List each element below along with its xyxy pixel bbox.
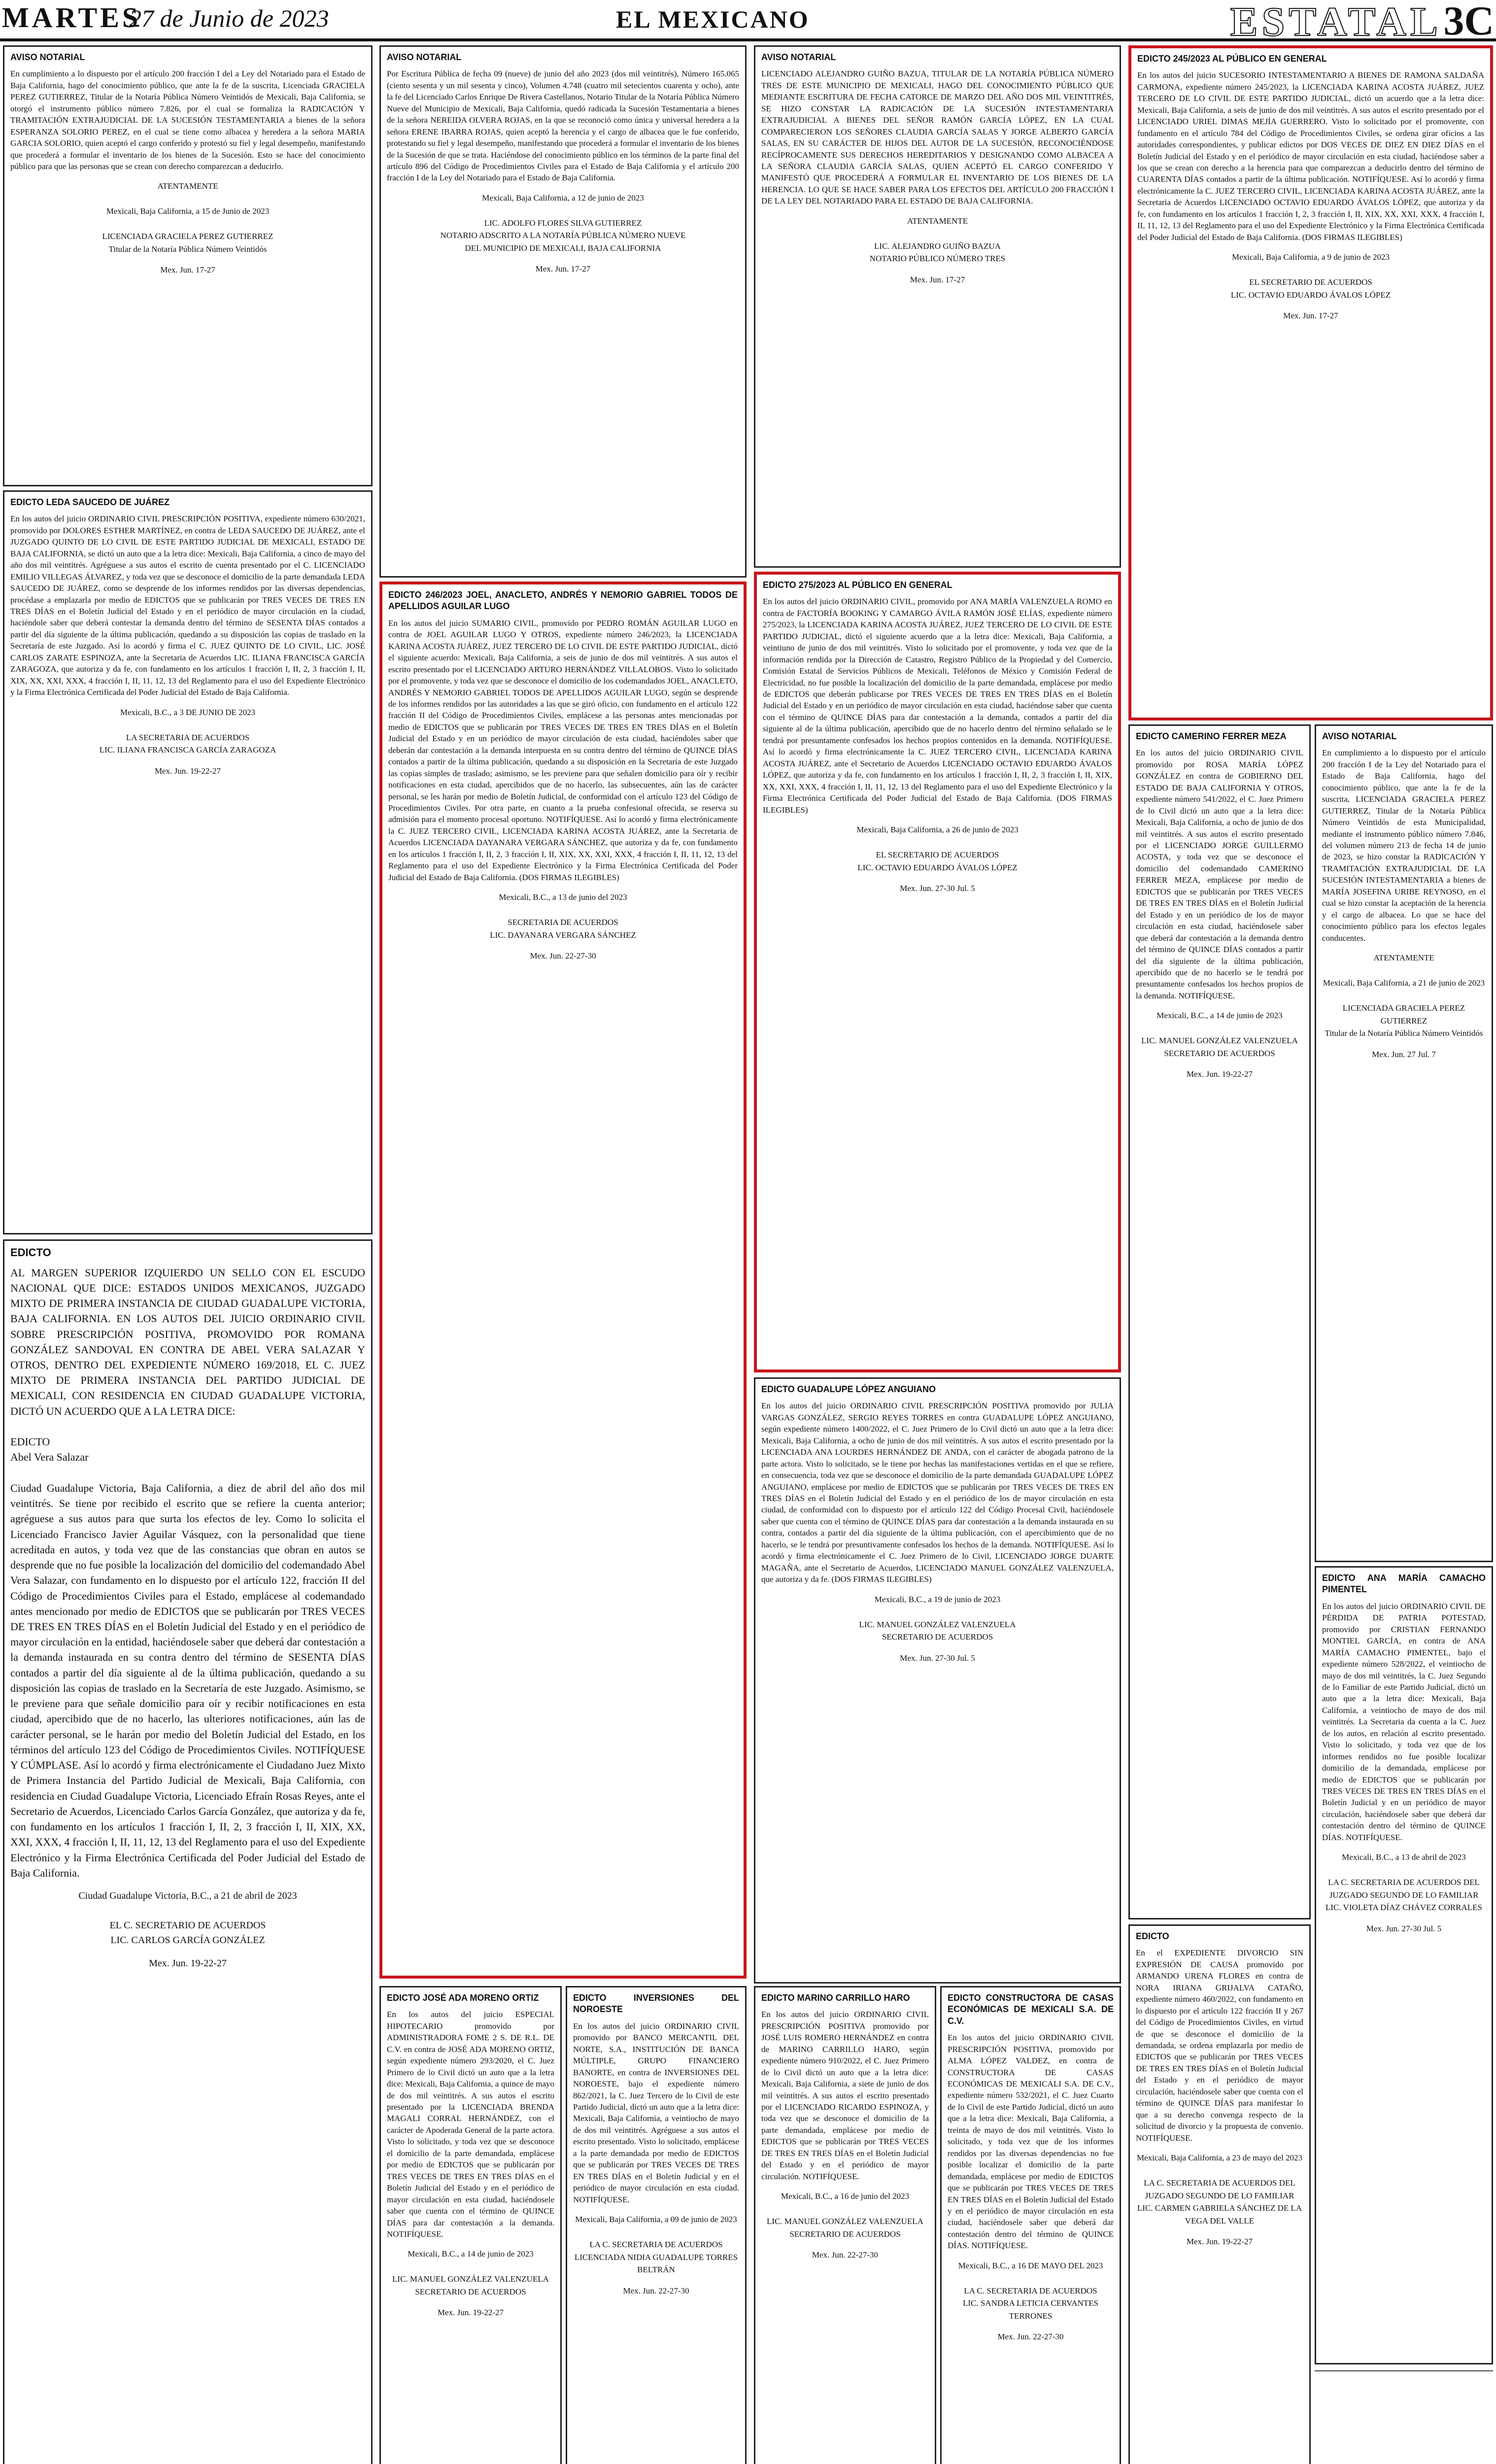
notice-body: En el EXPEDIENTE DIVORCIO SIN EXPRESIÓN DE CAUSA promovido por ARMANDO URENA FLORES en contra de NORA IRIANA GRIJALVA CATAÑO, expediente número 460/2022, con fundamento en lo dispuesto por el artículo 122 fracción II y 267 del Código de Procedimientos Civiles, en virtud de que se desconoce el domicilio de la demandada, se ordena emplazarla por medio de EDICTOS que se publicarán por TRES VECES DE TRES EN TRES DÍAS en el Boletín Judicial del Estado y en el periódico de mayor circulación, haciéndosele saber que cuenta con el término de QUINCE DÍAS para manifestar lo que a su derecho convenga respecto de la solicitud de divorcio y la propuesta de convenio. NOTIFÍQUESE.	[1136, 1948, 1303, 2143]
notice-heading: EDICTO CAMERINO FERRER MEZA	[1136, 731, 1287, 741]
insertion-dates: Mex. Jun. 27 Jul. 7	[1372, 1049, 1436, 1059]
notice-heading: EDICTO 245/2023 AL PÚBLICO EN GENERAL	[1137, 54, 1327, 64]
column-divider	[1315, 2370, 1493, 2371]
masthead-day: MARTES	[2, 1, 141, 34]
masthead-date: 27 de Junio de 2023	[129, 4, 329, 32]
notice-signature: Mexicali, B.C., a 13 de abril de 2023 LA C. SECRETARIA DE ACUERDOS DEL JUZGADO SEGUNDO DE LO FAMILIAR LIC. VIOLETA DÍAZ CHÁVEZ CORRALES	[1325, 1852, 1482, 1913]
notice-signature: ATENTAMENTE Mexicali, Baja California, a 15 de Junio de 2023 LICENCIADA GRACIELA PEREZ GUTIERREZ Titular de la Notaría Pública Número Veintidós	[102, 181, 273, 254]
insertion-dates: Mex. Jun. 17-27	[535, 264, 591, 274]
edicto-notice	[379, 1986, 562, 2464]
insertion-dates: Mex. Jun. 19-22-27	[149, 1957, 227, 1969]
notice-body: En los autos del juicio ORDINARIO CIVIL DE PÉRDIDA DE PATRIA POTESTAD, promovido por CRISTIAN FERNANDO MONTIEL GARCÍA, en contra de ANA MARÍA CAMACHO PIMENTEL, bajo el expediente número 528/2022, el veintiocho de mayo de dos mil veintitrés, la C. Juez Segundo de lo Familiar de este Partido Judicial, dictó un auto que a la letra dice: Mexicali, Baja California, a veintiocho de mayo de dos mil veintitrés. La Secretaria da cuenta a la C. Juez de los autos, en relación al escrito presentado. Visto lo solicitado, y toda vez que de los informes rendidos no fue posible localizar domicilio de la demandada, emplácese por medio de EDICTOS que se publicarán por TRES VECES DE TRES EN TRES DÍAS en el Boletín Judicial y en un periódico de mayor circulación, haciéndosele saber que deberá dar contestación dentro del término de QUINCE DÍAS. NOTIFÍQUESE.	[1322, 1601, 1486, 1842]
notice-heading: EDICTO CONSTRUCTORA DE CASAS ECONÓMICAS DE MEXICALI S.A. DE C.V.	[948, 1993, 1114, 2026]
notice-signature: Ciudad Guadalupe Victoria, B.C., a 21 de abril de 2023 EL C. SECRETARIO DE ACUERDOS LIC. CARLOS GARCÍA GONZÁLEZ	[78, 1890, 297, 1946]
edicto-notice	[754, 1986, 936, 2464]
edicto-notice-highlighted	[754, 572, 1121, 1372]
notice-body: En los autos del juicio ORDINARIO CIVIL promovido por BANCO MERCANTIL DEL NORTE, S.A., INSTITUCIÓN DE BANCA MÚLTIPLE, GRUPO FINANCIERO BANORTE, en contra de INVERSIONES DEL NOROESTE, bajo el expediente número 862/2021, la C. Juez Tercero de lo Civil de este Partido Judicial, dictó un auto que a la letra dice: Mexicali, Baja California, a veintiocho de mayo de dos mil veintitrés. Agréguese a sus autos el escrito presentado. Visto lo solicitado, emplácese a la parte demandada por medio de EDICTOS que se publicarán por TRES VECES DE TRES EN TRES DÍAS en el Boletín Judicial y en el periódico de mayor circulación en esta ciudad. NOTIFÍQUESE.	[573, 2021, 739, 2204]
notice-heading: EDICTO 246/2023 JOEL, ANACLETO, ANDRÉS Y NEMORIO GABRIEL TODOS DE APELLIDOS AGUILAR LUGO	[388, 590, 738, 612]
notice-heading: EDICTO	[10, 1246, 51, 1259]
notice-signature: Mexicali, B.C., a 14 de junio de 2023 LIC. MANUEL GONZÁLEZ VALENZUELA SECRETARIO DE ACUERDOS	[1141, 1011, 1298, 1058]
insertion-dates: Mex. Jun. 19-22-27	[1186, 2237, 1253, 2247]
notice-signature: Mexicali, B.C., a 19 de junio de 2023 LIC. MANUEL GONZÁLEZ VALENZUELA SECRETARIO DE ACUERDOS	[859, 1594, 1016, 1642]
notice-body: En los autos del juicio ORDINARIO CIVIL PRESCRIPCIÓN POSITIVA, expediente número 630/2021, promovido por DOLORES ESTHER MARTÍNEZ, en contra de LEDA SAUCEDO DE JUÁREZ, ante el JUZGADO QUINTO DE LO CIVIL DE ESTE PARTIDO JUDICIAL DE MEXICALI, ESTADO DE BAJA CALIFORNIA, se dictó un auto que a la letra dice: Mexicali, Baja California, a cinco de mayo del año dos mil veintitrés. Agréguese a sus autos el escrito de cuenta presentado por el C. LICENCIADO EMILIO VILLEGAS ÁLVAREZ, y toda vez que se desconoce el domicilio de la parte demandada LEDA SAUCEDO DE JUÁREZ, como se desprende de los informes rendidos por las diversas dependencias, procédase a emplazarla por medio de EDICTOS que se publicarán por TRES VECES DE TRES EN TRES DÍAS en el Boletín Judicial del Estado y en el periódico de mayor circulación en la ciudad, haciéndole saber que deberá contestar la demanda dentro del término de SESENTA DÍAS contados a partir del día siguiente de la última publicación, quedando a su disposición las copias de traslado en la Secretaría de este Juzgado. Así lo acordó y firma el C. JUEZ QUINTO DE LO CIVIL, LIC. JOSÉ CARLOS ZARATE ESPINOZA, ante la Secretaria de Acuerdos LIC. ILIANA FRANCISCA GARCÍA ZARAGOZA, que autoriza y da fe, con fundamento en los artículos 1 fracción I, II, 2, 3 fracción I, II, XIX, XX, XXI, XXX, 4 fracción I, II, 11, 12, 13 del Reglamento para el uso del Expediente Electrónico y la Firma Electrónica Certificada del Poder Judicial del Estado de Baja California.	[10, 514, 365, 697]
edicto-notice-highlighted	[1128, 45, 1493, 720]
insertion-dates: Mex. Jun. 27-30 Jul. 5	[900, 1653, 975, 1663]
section-name: ESTATAL	[1230, 0, 1442, 45]
notice-heading: AVISO NOTARIAL	[387, 52, 462, 62]
notice-body: En cumplimiento a lo dispuesto por el artículo 200 fracción I del a Ley del Notariado para el Estado de Baja California, hago del conocimiento público, que ante la fe de la suscrita, Licenciada GRACIELA PEREZ GUTIERREZ, Titular de la Notaría Pública Número Veintidós de Mexicali, Baja California, se otorgó el instrumento público número 7.826, por el cual se formaliza la RADICACIÓN Y TRAMITACIÓN EXTRAJUDICIAL DE LA SUCESIÓN TESTAMENTARIA a bienes de la señora ESPERANZA SOLORIO PEREZ, en el cual se tiene como albacea y heredera a la señora MARIA GARCIA SOLORIO, quien aceptó el cargo conferido y protestó su fiel y legal desempeño, manifestando que procederá a formular el inventario de los bienes de la Sucesión. Esto se hace del conocimiento público para que las personas que se crean con derecho comparezcan a deducirlo.	[10, 69, 365, 171]
notice-signature: Mexicali, B.C., a 16 de junio del 2023 LIC. MANUEL GONZÁLEZ VALENZUELA SECRETARIO DE ACUERDOS	[767, 2191, 923, 2239]
notice-signature: Mexicali, B.C., a 16 DE MAYO DEL 2023 LA C. SECRETARIA DE ACUERDOS LIC. SANDRA LETICIA CERVANTES TERRONES	[958, 2260, 1103, 2321]
edicto-notice	[3, 1239, 373, 2464]
notice-body: AL MARGEN SUPERIOR IZQUIERDO UN SELLO CON EL ESCUDO NACIONAL QUE DICE: ESTADOS UNIDOS MEXICANOS, JUZGADO MIXTO DE PRIMERA INSTANCIA DE CIUDAD GUADALUPE VICTORIA, BAJA CALIFORNIA. EN LOS AUTOS DEL JUICIO ORDINARIO CIVIL SOBRE PRESCRIPCIÓN POSITIVA, PROMOVIDO POR ROMANA GONZÁLEZ SANDOVAL EN CONTRA DE ABEL VERA SALAZAR Y OTROS, DENTRO DEL EXPEDIENTE NÚMERO 169/2018, EL C. JUEZ MIXTO DE PRIMERA INSTANCIA DEL PARTIDO JUDICIAL DE MEXICALI, CON RESIDENCIA EN CIUDAD GUADALUPE VICTORIA, DICTÓ UN ACUERDO QUE A LA LETRA DICE: EDICTO Abel Vera Salazar Ciudad Guadalupe Victoria, Baja California, a diez de abril del año dos mil veintitrés. Se tiene por recibido el escrito que se refiere la cuenta anterior; agréguese a sus autos para que surta los efectos de ley. Como lo solicita el Licenciado Francisco Javier Aguilar Vásquez, con la personalidad que tiene acreditada en autos, y toda vez que de las constancias que obran en autos se desprende que no fue posible la localización del domicilio del codemandado Abel Vera Salazar, con fundamento en lo dispuesto por el artículo 122, fracción II del Código de Procedimientos Civiles para el Estado, emplácese al codemandado antes mencionado por medio de EDICTOS que se publicarán por TRES VECES DE TRES EN TRES DÍAS en el Boletín Judicial del Estado y en el periódico de mayor circulación en la entidad, haciéndosele saber que deberá dar contestación a la demanda instaurada en su contra dentro del término de SESENTA DÍAS contados a partir del día siguiente al de la última publicación, quedando a su disposición las copias de traslado en la Secretaría de este Juzgado. Asimismo, se le previene para que señale domicilio para oír y recibir notificaciones en esta ciudad, apercibido que de no hacerlo, las ulteriores notificaciones, aún las de carácter personal, se le harán por medio del Boletín Judicial del Estado, en los términos del artículo 123 del Código de Procedimientos Civiles. NOTIFÍQUESE Y CÚMPLASE. Así lo acordó y firma electrónicamente el Ciudadano Juez Mixto de Primera Instancia del Partido Judicial de Mexicali, Baja California, con residencia en Ciudad Guadalupe Victoria, Licenciado Efraín Rosas Reyes, ante el Secretario de Acuerdos, Licenciado Carlos García González, que autoriza y da fe, con fundamento en los artículos 1 fracción I, II, 2, 3 fracción I, II, XIX, XX, XXI, XXX, 4 fracción I, II, 11, 12, 13 del Reglamento para el uso del Expediente Electrónico y la Firma Electrónica Certificada del Poder Judicial del Estado de Baja California.	[10, 1266, 365, 1879]
insertion-dates: Mex. Jun. 17-27	[910, 274, 965, 284]
insertion-dates: Mex. Jun. 22-27-30	[812, 2250, 879, 2260]
notice-signature: Mexicali, B.C., a 14 de junio de 2023 LIC. MANUEL GONZÁLEZ VALENZUELA SECRETARIO DE ACUERDOS	[392, 2249, 549, 2296]
notice-signature: Mexicali, Baja California, a 12 de junio de 2023 LIC. ADOLFO FLORES SILVA GUTIERREZ NOTARIO ADSCRITO A LA NOTARÍA PÚBLICA NÚMERO NUEVE DEL MUNICIPIO DE MEXICALI, BAJA CALIFORNIA	[440, 193, 686, 253]
edicto-notice	[379, 45, 747, 578]
notice-body: En los autos del juicio SUMARIO CIVIL, promovido por PEDRO ROMÁN AGUILAR LUGO en contra de JOEL AGUILAR LUGO Y OTROS, expediente número 246/2023, la LICENCIADA KARINA ACOSTA JUÁREZ, JUEZ TERCERO DE LO CIVIL DE ESTE PARTIDO JUDICIAL, dictó el siguiente acuerdo: Mexicali, Baja California, a seis de junio de dos mil veintitrés. A sus autos el escrito presentado por el LICENCIADO ARTURO HERNÁNDEZ VILLALOBOS. Visto lo solicitado por el promovente, y toda vez que se desconoce el domicilio de los codemandados JOEL, ANACLETO, ANDRÉS Y NEMORIO GABRIEL TODOS DE APELLIDOS AGUILAR LUGO, según se desprende de los informes rendidos por las autoridades a las que se giró oficio, con fundamento en el artículo 122 fracción II del Código de Procedimientos Civiles, emplácese a las personas antes mencionadas por medio de EDICTOS que se publicarán por TRES VECES DE TRES EN TRES DÍAS en el Boletín Judicial del Estado y en un periódico de mayor circulación de esta ciudad, haciéndoles saber que deberán dar contestación a la demanda interpuesta en su contra dentro del término de QUINCE DÍAS contados a partir de la última publicación, quedando a su disposición en la Secretaría de este Juzgado las copias simples de traslado; asimismo, se les previene para que señalen domicilio para oír y recibir notificaciones en esta ciudad, apercibidos que de no hacerlo, las subsecuentes, aún las de carácter personal, se les harán por medio de Boletín Judicial, de conformidad con el artículo 123 del Código de Procedimientos Civiles. Por otra parte, en cuanto a la prueba confesional ofrecida, se reserva su admisión para el momento procesal oportuno. NOTIFÍQUESE. Así lo acordó y firma electrónicamente la C. JUEZ TERCERO CIVIL, LICENCIADA KARINA ACOSTA JUÁREZ, ante la Secretaria de Acuerdos LICENCIADA DAYANARA VERGARA SÁNCHEZ, que autoriza y da fe, con fundamento en los artículos 1 fracción I, II, 2, 3 fracción I, II, XIX, XX, XXI, XXX, 4 fracción I, II, 11, 12, 13 del Reglamento para el uso del Expediente Electrónico y la Firma Electrónica Certificada del Poder Judicial del Estado de Baja California. (DOS FIRMAS ILEGIBLES)	[388, 618, 738, 882]
insertion-dates: Mex. Jun. 19-22-27	[437, 2308, 504, 2318]
insertion-dates: Mex. Jun. 27-30 Jul. 5	[900, 884, 975, 893]
notice-body: LICENCIADO ALEJANDRO GUIÑO BAZUA, TITULAR DE LA NOTARÍA PÚBLICA NÚMERO TRES DE ESTE MUNICIPIO DE MEXICALI, HAGO DEL CONOCIMIENTO PÚBLICO QUE MEDIANTE ESCRITURA DE FECHA CATORCE DE MARZO DEL AÑO DOS MIL VEINTITRÉS, SE HIZO CONSTAR LA RADICACIÓN DE LA SUCESIÓN INTESTAMENTARIA EXTRAJUDICIAL A BIENES DEL SEÑOR RAMÓN GARCÍA LÓPEZ, EN LA CUAL COMPARECIERON LOS SEÑORES CLAUDIA GARCÍA SALAS Y JORGE ALBERTO GARCÍA SALAS, EN SU CARÁCTER DE HIJOS DEL AUTOR DE LA SUCESIÓN, RECONOCIÉNDOSE RECÍPROCAMENTE SUS DERECHOS HEREDITARIOS Y DESIGNANDO COMO ALBACEA A LA SEÑORA CLAUDIA GARCÍA SALAS, QUIEN ACEPTÓ EL CARGO CONFERIDO Y MANIFESTÓ QUE PROCEDERÁ A FORMULAR EL INVENTARIO DE LOS BIENES DE LA HERENCIA. LO QUE SE HACE SABER PARA LOS EFECTOS DEL ARTÍCULO 200 FRACCIÓN I DE LA LEY DEL NOTARIADO PARA EL ESTADO DE BAJA CALIFORNIA.	[761, 69, 1114, 206]
insertion-dates: Mex. Jun. 19-22-27	[1186, 1069, 1253, 1079]
insertion-dates: Mex. Jun. 17-27	[160, 265, 215, 275]
newspaper-name: EL MEXICANO	[616, 5, 810, 33]
insertion-dates: Mex. Jun. 17-27	[1283, 311, 1338, 321]
notice-signature: ATENTAMENTE Mexicali, Baja California, a 21 de junio de 2023 LICENCIADA GRACIELA PEREZ GUTIERREZ Titular de la Notaría Pública Número Veintidós	[1323, 953, 1485, 1038]
edicto-notice	[1128, 724, 1311, 1919]
page-number: 3C	[1443, 0, 1494, 44]
notice-signature: Mexicali, Baja California, a 09 de junio de 2023 LA C. SECRETARIA DE ACUERDOS LICENCIADA NIDIA GUADALUPE TORRES BELTRÁN	[574, 2215, 738, 2275]
notice-signature: ATENTAMENTE LIC. ALEJANDRO GUIÑO BAZUA NOTARIO PÚBLICO NÚMERO TRES	[869, 216, 1006, 264]
notice-heading: EDICTO ANA MARÍA CAMACHO PIMENTEL	[1322, 1573, 1486, 1595]
notice-body: En los autos del juicio ORDINARIO CIVIL promovido por ROSA MARÍA LÓPEZ GONZÁLEZ en contra de GOBIERNO DEL ESTADO DE BAJA CALIFORNIA Y OTROS, expediente número 541/2022, el C. Juez Primero de lo Civil dictó un auto que a la letra dice: Mexicali, Baja California, a ocho de junio de dos mil veintitrés. A sus autos el escrito presentado por el LICENCIADO JORGE GUILLERMO ACOSTA, y toda vez que se desconoce el domicilio del codemandado CAMERINO FERRER MEZA, emplácese por medio de EDICTOS que se publicarán por TRES VECES DE TRES EN TRES DÍAS en el Boletín Judicial del Estado y en un periódico de los de mayor circulación en esta ciudad, haciéndosele saber que deberá dar contestación a la demanda dentro del término de QUINCE DÍAS contados a partir del día siguiente de la última publicación, apercibido que de no hacerlo se le tendrá por presuntamente confesados los hechos propios de la demanda. NOTIFÍQUESE.	[1136, 748, 1303, 1000]
notice-heading: AVISO NOTARIAL	[1322, 731, 1397, 741]
notice-heading: EDICTO JOSÉ ADA MORENO ORTIZ	[387, 1993, 539, 2003]
notice-body: Por Escritura Pública de fecha 09 (nueve) de junio del año 2023 (dos mil veintitrés), Número 165.065 (ciento sesenta y un mil sesenta y cinco), Volumen 4.748 (cuatro mil setecientos cuarenta y ocho), ante la fe del Licenciado Carlos Enrique De Rivera Castellanos, Notario Titular de la Notaría Pública Número Nueve del Municipio de Mexicali, Baja California, quedó radicada la Sucesión Testamentaria a bienes de la señora NEREIDA OLVERA ROJAS, en la que se reconoció como única y universal heredera a la señora ERENE IBARRA ROJAS, quien aceptó la herencia y el cargo de albacea que le fue conferido, protestando su fiel y legal desempeño, manifestando que procederá a formular el inventario de los bienes de la Sucesión de que se trata. Haciéndose del conocimiento público en los términos de la parte final del artículo 896 del Código de Procedimientos Civiles para el Estado de Baja California y el artículo 200 fracción I de la Ley del Notariado para el Estado de Baja California.	[387, 69, 739, 183]
notice-heading: EDICTO 275/2023 AL PÚBLICO EN GENERAL	[763, 580, 952, 590]
edicto-notice	[754, 1377, 1121, 1984]
notice-signature: Mexicali, B.C., a 3 DE JUNIO DE 2023 LA SECRETARIA DE ACUERDOS LIC. ILIANA FRANCISCA GARCÍA ZARAGOZA	[99, 707, 276, 755]
notice-heading: AVISO NOTARIAL	[761, 52, 836, 62]
notice-body: En los autos del juicio ESPECIAL HIPOTECARIO promovido por ADMINISTRADORA FOME 2 S. DE R.L. DE C.V. en contra de JOSÉ ADA MORENO ORTIZ, según expediente número 293/2020, el C. Juez Primero de lo Civil dictó un auto que a la letra dice: Mexicali, Baja California, a quince de mayo de dos mil veintitrés. A sus autos el escrito presentado por la LICENCIADA BRENDA MAGALI CORRAL HERNÁNDEZ, con el carácter de Apoderada General de la parte actora. Visto lo solicitado, y toda vez que se desconoce el domicilio de la parte demandada, emplácese por medio de EDICTOS que se publicarán por TRES VECES DE TRES EN TRES DÍAS en el Boletín Judicial del Estado y en el periódico de mayor circulación en esta ciudad, haciéndosele saber que cuenta con el término de QUINCE DÍAS para dar contestación a la demanda. NOTIFÍQUESE.	[387, 2010, 554, 2239]
edicto-notice	[3, 490, 373, 1234]
insertion-dates: Mex. Jun. 19-22-27	[154, 766, 221, 776]
edicto-notice	[1128, 1924, 1311, 2464]
notice-heading: AVISO NOTARIAL	[10, 52, 85, 62]
notice-body: En los autos del juicio ORDINARIO CIVIL PRESCRIPCIÓN POSITIVA promovido por JOSÉ LUIS ROMERO HERNÁNDEZ en contra de MARINO CARRILLO HARO, según expediente número 910/2022, el C. Juez Primero de lo Civil dictó un auto que a la letra dice: Mexicali, Baja California, a siete de junio de dos mil veintitrés. A sus autos el escrito presentado por el LICENCIADO RICARDO ESPINOZA, y toda vez que se desconoce el domicilio de la parte demandada, emplácese por medio de EDICTOS que se publicarán por TRES VECES DE TRES EN TRES DÍAS en el Boletín Judicial del Estado y en el periódico de mayor circulación. NOTIFÍQUESE.	[761, 2010, 929, 2181]
insertion-dates: Mex. Jun. 22-27-30	[623, 2286, 689, 2295]
edicto-notice	[940, 1986, 1121, 2464]
insertion-dates: Mex. Jun. 22-27-30	[997, 2332, 1064, 2342]
edicto-notice	[754, 45, 1121, 568]
notice-heading: EDICTO	[1136, 1931, 1169, 1941]
insertion-dates: Mex. Jun. 27-30 Jul. 5	[1366, 1923, 1442, 1933]
edicto-notice-highlighted	[379, 582, 747, 1979]
notice-body: En los autos del juicio SUCESORIO INTESTAMENTARIO A BIENES DE RAMONA SALDAÑA CARMONA, expediente número 245/2023, la LICENCIADA KARINA ACOSTA JUÁREZ, JUEZ TERCERO DE LO CIVIL DE ESTE PARTIDO JUDICIAL, dictó un acuerdo que a la letra dice: Mexicali, Baja California, a seis de junio de dos mil veintitrés. A sus autos el escrito presentado por el LICENCIADO URIEL DIMAS MEJÍA GUERRERO. Visto lo solicitado por el promovente, con fundamento en el artículo 784 del Código de Procedimientos Civiles, se ordena girar oficios a las autoridades correspondientes, y publicar edictos por DOS VECES DE DIEZ EN DIEZ DÍAS en el Boletín Judicial del Estado y en el periódico de mayor circulación en esta ciudad, haciéndose saber a los que se crean con derecho a la herencia para que comparezcan a deducirlo dentro del término de CUARENTA DÍAS contados a partir de la última publicación. NOTIFÍQUESE. Así lo acordó y firma electrónicamente la C. JUEZ TERCERO CIVIL, LICENCIADA KARINA ACOSTA JUÁREZ, ante la Secretaria de Acuerdos LICENCIADO OCTAVIO EDUARDO ÁVALOS LÓPEZ, que autoriza y da fe, con fundamento en los artículos 1 fracción I, 2, 3 fracción I, II, XIX, XX, XXI, XXX, 4 fracción I, II, 11, 12, 13 del Reglamento para el uso del Expediente Electrónico y la Firma Electrónica Certificada del Poder Judicial del Estado de Baja California. (DOS FIRMAS ILEGIBLES)	[1137, 70, 1484, 242]
notice-body: En los autos del juicio ORDINARIO CIVIL PRESCRIPCIÓN POSITIVA, promovido por ALMA LÓPEZ VALDEZ, en contra de CONSTRUCTORA DE CASAS ECONÓMICAS DE MEXICALI S.A. DE C.V., expediente número 532/2021, el C. Juez Cuarto de lo Civil de este Partido Judicial, dictó un auto que a la letra dice: Mexicali, Baja California, a treinta de mayo de dos mil veintitrés. Visto lo solicitado, y toda vez que de los informes rendidos por las diversas dependencias no fue posible localizar el domicilio de la parte demandada, emplácese por medio de EDICTOS que se publicarán por TRES VECES DE TRES EN TRES DÍAS en el Boletín Judicial del Estado y en el periódico de mayor circulación en esta ciudad, haciéndosele saber que deberá dar contestación dentro del término de QUINCE DÍAS. NOTIFÍQUESE.	[948, 2033, 1114, 2251]
notice-heading: EDICTO GUADALUPE LÓPEZ ANGUIANO	[761, 1384, 936, 1394]
notice-body: En cumplimiento a lo dispuesto por el artículo 200 fracción I de la Ley del Notariado para el Estado de Baja California, hago del conocimiento público, que ante la fe de la suscrita, LICENCIADA GRACIELA PEREZ GUTIERREZ, Titular de la Notaría Pública Número Veintidós de esta Municipalidad, mediante el instrumento público número 7.846, del volumen número 213 de fecha 14 de junio de 2023, se hizo constar la RADICACIÓN Y TRAMITACIÓN EXTRAJUDICIAL DE LA SUCESIÓN INTESTAMENTARIA a bienes de MARÍA JOSEFINA URIBE REYNOSO, en el cual se hizo constar la aceptación de la herencia y el cargo de albacea. Lo que se hace del conocimiento público para los efectos legales conducentes.	[1322, 748, 1486, 943]
notice-body: En los autos del juicio ORDINARIO CIVIL PRESCRIPCIÓN POSITIVA promovido por JULIA VARGAS GONZÁLEZ, SERGIO REYES TORRES en contra GUADALUPE LÓPEZ ANGUIANO, según expediente número 1400/2022, el C. Juez Primero de lo Civil dictó un auto que a la letra dice: Mexicali, Baja California, a ocho de junio de dos mil veintitrés. A sus autos el escrito presentado por la LICENCIADA ANA LOURDES HERNÁNDEZ DE ANDA, con el carácter de abogada patrono de la parte actora. Visto lo solicitado, se le tiene por hechas las manifestaciones vertidas en el que se refiere, en consecuencia, toda vez que se desconoce el domicilio de la parte demandada GUADALUPE LÓPEZ ANGUIANO, emplácese por medio de EDICTOS que se publicarán por TRES VECES DE TRES EN TRES DÍAS en el Boletín Judicial del Estado y en el periódico de los de mayor circulación en esta ciudad, de conformidad con lo dispuesto por el artículo 122 del Código Procesal Civil, haciéndosele saber que cuenta con el término de QUINCE DÍAS para dar contestación a la demanda instaurada en su contra, contados a partir del día siguiente de la última publicación, con el apercibimiento que de no hacerlo, se le tendrá por presuntivamente confesados los hechos de la demanda. NOTIFÍQUESE. Así lo acordó y firma electrónicamente el C. Juez Primero de lo Civil, LICENCIADO JORGE DUARTE MAGAÑA, ante el Secretario de Acuerdos, LICENCIADO MANUEL GONZÁLEZ VALENZUELA, que autoriza y da fe. (DOS FIRMAS ILEGIBLES)	[761, 1401, 1114, 1584]
notice-body: En los autos del juicio ORDINARIO CIVIL, promovido por ANA MARÍA VALENZUELA ROMO en contra de FACTORÍA BOOKING Y CAMARGO ÁVILA RAMÓN JOSÉ ELÍAS, expediente número 275/2023, la LICENCIADA KARINA ACOSTA JUÁREZ, JUEZ TERCERO DE LO CIVIL DE ESTE PARTIDO JUDICIAL, dictó el siguiente acuerdo que a la letra dice: Mexicali, Baja California, a veintiuno de junio de dos mil veintitrés. Visto lo solicitado por el promovente, y toda vez que de la información rendida por la Dirección de Catastro, Registro Público de la Propiedad y del Comercio, Comisión Estatal de Servicios Públicos de Mexicali, Teléfonos de México y Comisión Federal de Electricidad, no fue posible la localización del domicilio de la parte demandada, emplácese por medio de EDICTOS que deberán publicarse por TRES VECES DE TRES EN TRES DÍAS en el Boletín Judicial del Estado y en un periódico de mayor circulación en esta ciudad, haciéndose saber que cuenta con el término de QUINCE DÍAS para dar contestación a la demanda, contados a partir del día siguiente al de la última publicación, apercibido que de no hacerlo dentro del término señalado se le tendrá por presuntamente confesados los hechos propios contenidos en la demanda. NOTIFÍQUESE. Así lo acordó y firma electrónicamente la C. JUEZ TERCERO CIVIL, LICENCIADA KARINA ACOSTA JUÁREZ, ante el Secretario de Acuerdos LICENCIADO OCTAVIO EDUARDO ÁVALOS LÓPEZ, que autoriza y da fe, con fundamento en los artículos 1 fracción I, II, 2, 3 fracción I, II, XIX, XX, XXI, XXX, 4 fracción I, II, 11, 12, 13 del Reglamento para el uso del Expediente Electrónico y la Firma Electrónica Certificada del Poder Judicial del Estado de Baja California. (DOS FIRMAS ILEGIBLES)	[763, 597, 1112, 815]
notice-signature: Mexicali, B.C., a 13 de junio del 2023 SECRETARIA DE ACUERDOS LIC. DAYANARA VERGARA SÁNCHEZ	[490, 892, 636, 940]
notice-heading: EDICTO LEDA SAUCEDO DE JUÁREZ	[10, 497, 170, 507]
edicto-notice	[566, 1986, 747, 2464]
notice-signature: Mexicali, Baja California, a 26 de junio de 2023 EL SECRETARIO DE ACUERDOS LIC. OCTAVIO EDUARDO ÁVALOS LÓPEZ	[856, 825, 1019, 872]
edicto-notice	[1315, 1566, 1493, 2364]
edicto-notice	[3, 45, 373, 486]
notice-signature: Mexicali, Baja California, a 9 de junio de 2023 EL SECRETARIO DE ACUERDOS LIC. OCTAVIO EDUARDO ÁVALOS LÓPEZ	[1230, 252, 1391, 300]
insertion-dates: Mex. Jun. 22-27-30	[530, 951, 596, 961]
notice-signature: Mexicali, Baja California, a 23 de mayo del 2023 LA C. SECRETARIA DE ACUERDOS DEL JUZGADO SEGUNDO DE LO FAMILIAR LIC. CARMEN GABRIELA SÁNCHEZ DE LA VEGA DEL VALLE	[1136, 2153, 1303, 2225]
edicto-notice	[1315, 724, 1493, 1562]
masthead	[0, 0, 1496, 45]
notice-heading: EDICTO INVERSIONES DEL NOROESTE	[573, 1993, 739, 2015]
notice-heading: EDICTO MARINO CARRILLO HARO	[761, 1993, 910, 2003]
